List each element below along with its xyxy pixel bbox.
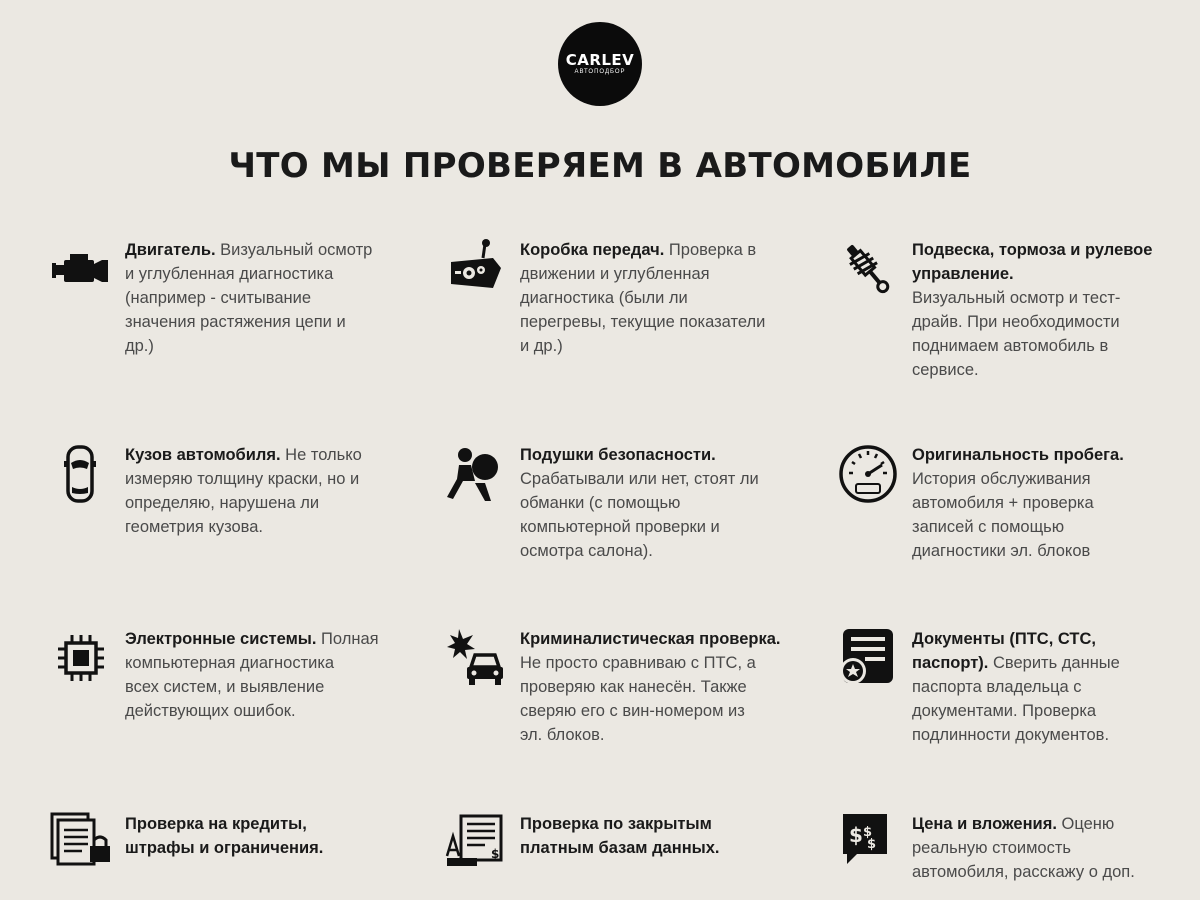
item-lead: Кузов автомобиля. [125, 446, 281, 464]
item-text [520, 812, 720, 860]
item-text: Криминалистическая проверка. Не просто сравниваю с ПТС, а проверяю как нанесён. Также сверяю его с вин-номером из эл. блоков. [520, 630, 781, 744]
item-lead: Проверка на кредиты, [125, 815, 307, 833]
item-text: Подушки безопасности. Срабатывали или нет, стоят ли обманки (с помощью компьютерной проверки и осмотра салона). [520, 446, 759, 560]
item-text: Цена и вложения. Оценю реальную стоимость автомобиля, расскажу о доп. [912, 815, 1135, 881]
item-lead: Документы (ПТС, СТС, [912, 630, 1096, 648]
page-title: ЧТО МЫ ПРОВЕРЯЕМ В АВТОМОБИЛЕ [228, 146, 972, 186]
item-text: Документы (ПТС, СТС, паспорт). Сверить данные паспорта владельца с документами. Проверка подлинности документов. [912, 630, 1120, 744]
item-lead-2: штрафы и ограничения. [125, 839, 324, 857]
item-lead: Подвеска, тормоза и рулевое [912, 241, 1153, 259]
item-lead-2: платным базам данных. [520, 839, 720, 857]
carlev-logo [558, 22, 642, 106]
item-text: Оригинальность пробега. История обслуживания автомобиля + проверка записей с помощью диагностики эл. блоков [912, 446, 1124, 560]
svg-text:$: $ [849, 823, 863, 847]
item-lead: Подушки безопасности. [520, 446, 716, 464]
item-lead-2: управление. [912, 265, 1014, 283]
svg-text:$: $ [867, 837, 877, 852]
item-lead: Коробка передач. [520, 241, 665, 259]
crash-car-icon [445, 627, 507, 689]
item-lead: Проверка по закрытым [520, 815, 712, 833]
gearbox-icon [445, 238, 507, 300]
item-text: Двигатель. Визуальный осмотр и углубленная диагностика (например - считывание значения растяжения цепи и др.) [125, 241, 373, 355]
airbag-icon [445, 443, 507, 505]
item-lead: Криминалистическая проверка. [520, 630, 781, 648]
logo-name: CARLEV [565, 51, 635, 69]
item-text: Подвеска, тормоза и рулевое управление. Визуальный осмотр и тест- драйв. При необходимости поднимаем автомобиль в сервисе. [912, 241, 1153, 379]
engine-icon [50, 238, 112, 300]
item-lead: Электронные системы. [125, 630, 317, 648]
item-lead: Оригинальность пробега. [912, 446, 1124, 464]
item-lead: Цена и вложения. [912, 815, 1057, 833]
chip-icon [50, 627, 112, 689]
svg-text:$: $ [863, 825, 873, 840]
logo-subtitle: АВТОПОДБОР [574, 69, 626, 75]
document-icon [837, 627, 899, 689]
car-body-icon [50, 443, 112, 505]
suspension-icon [837, 238, 899, 300]
svg-text:$: $ [491, 847, 500, 861]
item-text [125, 812, 323, 860]
odometer-icon [837, 443, 899, 505]
item-lead: Двигатель. [125, 241, 216, 259]
item-lead-2: паспорт). [912, 654, 989, 672]
item-text: Электронные системы. Полная компьютерная диагностика всех систем, и выявление действующих ошибок. [125, 630, 379, 720]
item-text: Коробка передач. Проверка в движении и углубленная диагностика (были ли перегревы, текущие показатели и др.) [520, 241, 766, 355]
item-text: Кузов автомобиля. Не только измеряю толщину краски, но и определяю, нарушена ли геометрия кузова. [125, 446, 362, 536]
price-chat-icon [837, 812, 899, 874]
database-receipt-icon [445, 812, 507, 874]
lock-document-icon [50, 812, 112, 874]
